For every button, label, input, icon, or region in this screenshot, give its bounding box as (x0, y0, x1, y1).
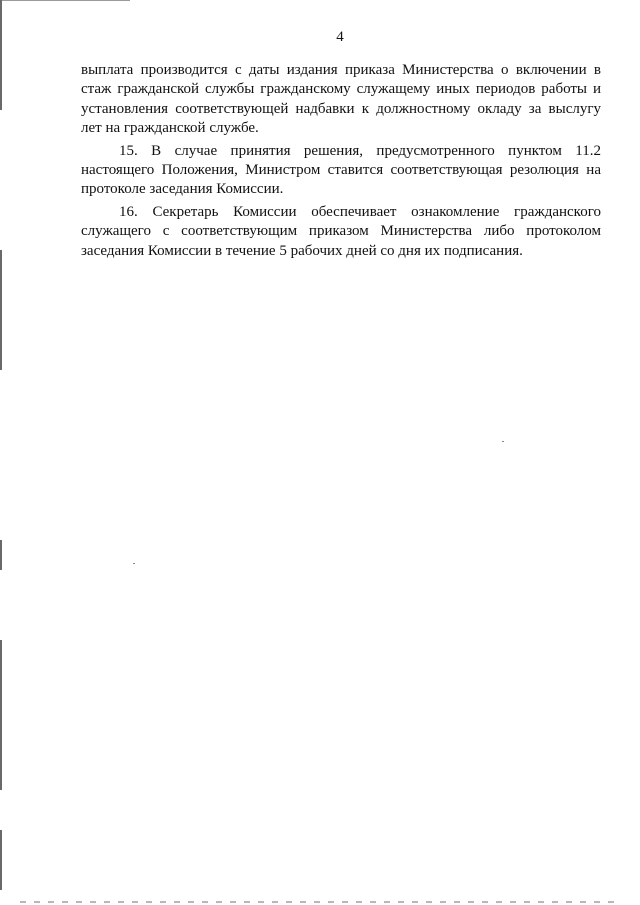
paragraph-item-15: 15. В случае принятия решения, предусмотренного пунктом 11.2 настоящего Положения, Министром ставится соответствующая резолюция на протоколе заседания Комиссии. (81, 142, 601, 198)
paragraph-item-16: 16. Секретарь Комиссии обеспечивает ознакомление гражданского служащего с соответствующим приказом Министерства либо протоколом заседания Комиссии в течение 5 рабочих дней со дня их подписания. (81, 203, 601, 259)
scan-artifact-left-edge (0, 0, 2, 110)
scan-speck (502, 441, 504, 442)
scan-artifact-left-edge (0, 830, 2, 890)
paragraph-continuation: выплата производится с даты издания приказа Министерства о включении в стаж гражданской службы гражданскому служащему иных периодов работы и установления соответствующей надбавки к должностному окладу за выслугу лет на гражданской службе. (81, 62, 601, 137)
scan-artifact-left-edge (0, 640, 2, 790)
scan-artifact-top (0, 0, 130, 1)
scan-artifact-left-edge (0, 250, 2, 370)
scan-speck (133, 563, 135, 564)
scan-artifact-left-edge (0, 540, 2, 570)
body-text (81, 61, 601, 261)
page-number: 4 (336, 29, 344, 45)
scan-artifact-bottom (20, 901, 620, 903)
